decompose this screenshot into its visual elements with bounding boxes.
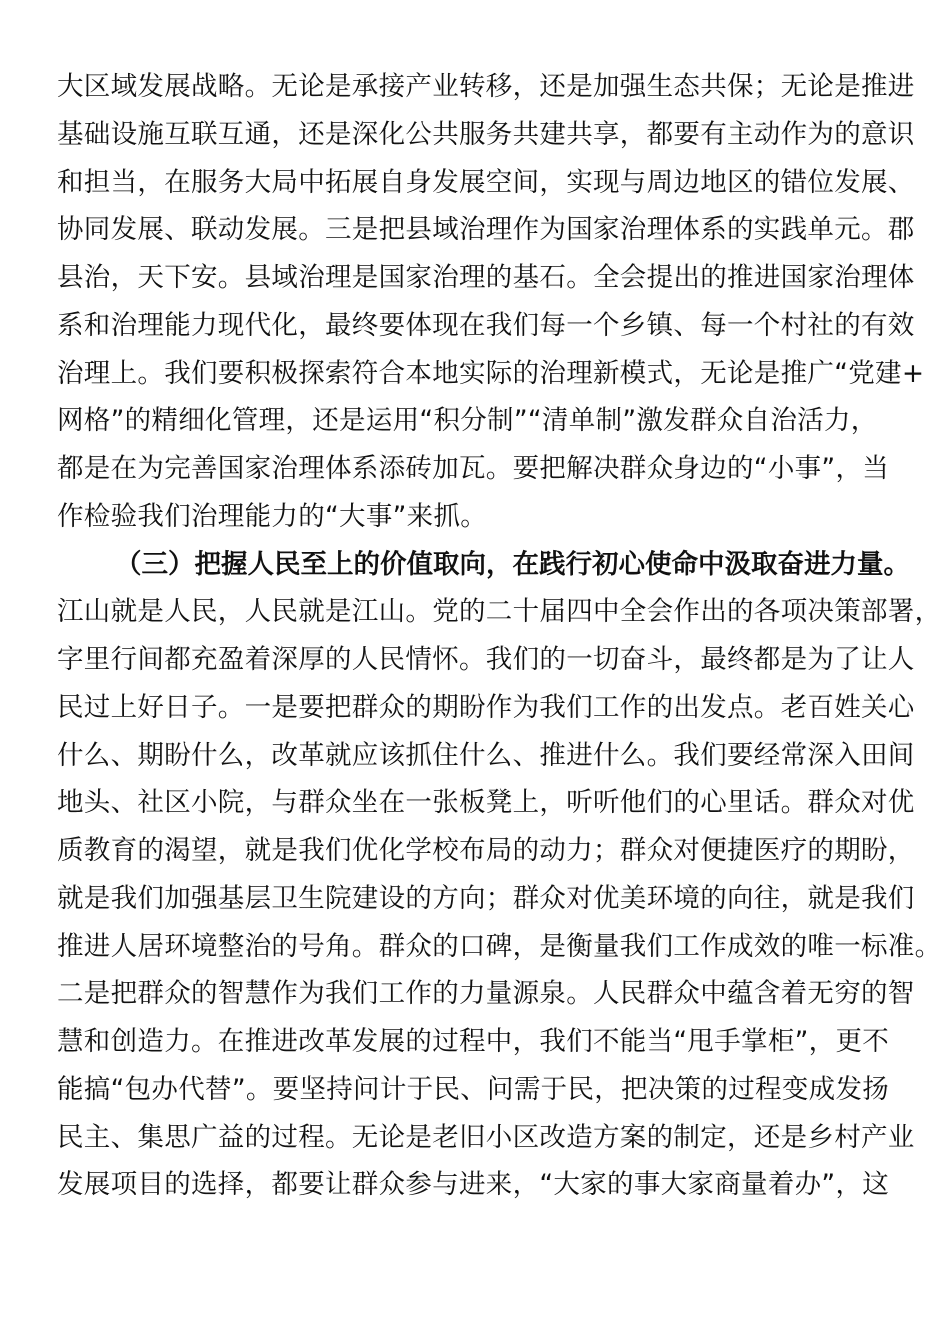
text-line: 推进人居环境整治的号角。群众的口碑，是衡量我们工作成效的唯一标准。 bbox=[57, 930, 942, 962]
text-line: 能搞“包办代替”。要坚持问计于民、问需于民，把决策的过程变成发扬 bbox=[57, 1073, 890, 1105]
section-heading: （三）把握人民至上的价值取向，在践行初心使命中汲取奋进力量。 bbox=[115, 548, 910, 580]
text-line: 协同发展、联动发展。三是把县域治理作为国家治理体系的实践单元。郡 bbox=[57, 214, 915, 246]
text-line: 地头、社区小院，与群众坐在一张板凳上，听听他们的心里话。群众对优 bbox=[57, 787, 915, 819]
paragraph bbox=[57, 588, 942, 1209]
text-line: 县治，天下安。县域治理是国家治理的基石。全会提出的推进国家治理体 bbox=[57, 262, 915, 293]
paragraph bbox=[57, 63, 925, 541]
text-line: 治理上。我们要积极探索符合本地实际的治理新模式，无论是推广“党建+ bbox=[57, 357, 925, 389]
text-line: 大区域发展战略。无论是承接产业转移，还是加强生态共保；无论是推进 bbox=[57, 71, 915, 102]
text-line: 和担当，在服务大局中拓展自身发展空间，实现与周边地区的错位发展、 bbox=[57, 166, 915, 198]
text-line: 民过上好日子。一是要把群众的期盼作为我们工作的出发点。老百姓关心 bbox=[57, 691, 915, 723]
text-line: 都是在为完善国家治理体系添砖加瓦。要把解决群众身边的“小事”，当 bbox=[57, 453, 890, 484]
text-line: 网格”的精细化管理，还是运用“积分制”“清单制”激发群众自治活力， bbox=[57, 405, 878, 437]
document-page bbox=[57, 63, 942, 1209]
text-line: 二是把群众的智慧作为我们工作的力量源泉。人民群众中蕴含着无穷的智 bbox=[57, 978, 915, 1010]
text-line: 系和治理能力现代化，最终要体现在我们每一个乡镇、每一个村社的有效 bbox=[57, 309, 915, 341]
text-line: 就是我们加强基层卫生院建设的方向；群众对优美环境的向往，就是我们 bbox=[57, 882, 915, 914]
text-line: 什么、期盼什么，改革就应该抓住什么、推进什么。我们要经常深入田间 bbox=[57, 739, 915, 771]
text-line: 作检验我们治理能力的“大事”来抓。 bbox=[57, 500, 488, 532]
text-line: 慧和创造力。在推进改革发展的过程中，我们不能当“甩手掌柜”，更不 bbox=[57, 1026, 890, 1057]
text-line: 质教育的渴望，就是我们优化学校布局的动力；群众对便捷医疗的期盼， bbox=[57, 835, 915, 866]
text-line: 字里行间都充盈着深厚的人民情怀。我们的一切奋斗，最终都是为了让人 bbox=[57, 644, 915, 675]
text-line: 基础设施互联互通，还是深化公共服务共建共享，都要有主动作为的意识 bbox=[57, 118, 915, 150]
text-line: 民主、集思广益的过程。无论是老旧小区改造方案的制定，还是乡村产业 bbox=[57, 1121, 915, 1153]
text-line: 江山就是人民，人民就是江山。党的二十届四中全会作出的各项决策部署， bbox=[57, 596, 942, 628]
text-line: 发展项目的选择，都要让群众参与进来，“大家的事大家商量着办”，这 bbox=[57, 1169, 890, 1201]
